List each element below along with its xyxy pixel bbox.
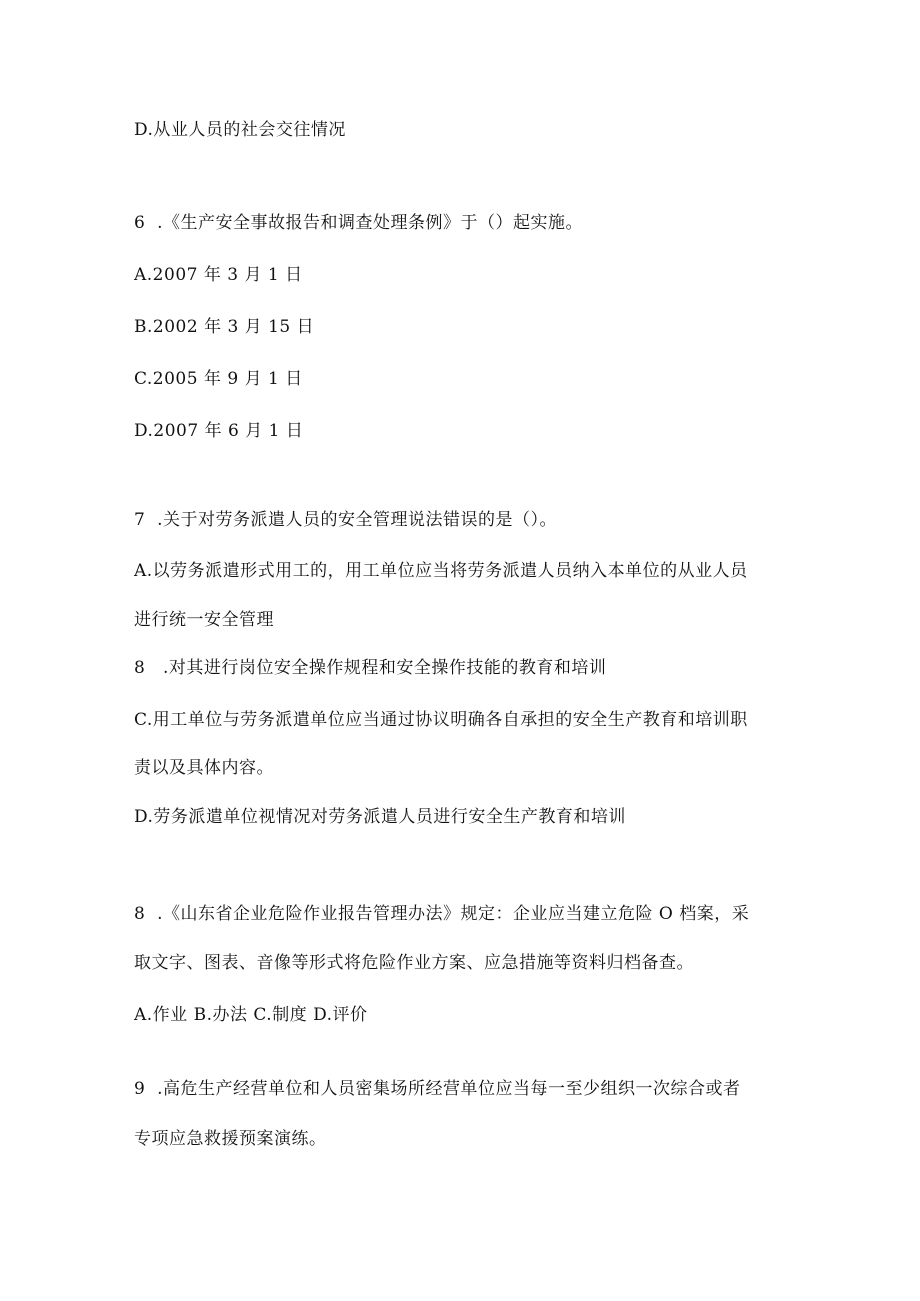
question-8-line2: 取文字、图表、音像等形式将危险作业方案、应急措施等资料归档备查。 bbox=[134, 953, 694, 973]
option-c-q6: C.2005 年 9 月 1 日 bbox=[134, 369, 303, 389]
question-8-line1: 8 .《山东省企业危险作业报告管理办法》规定：企业应当建立危险 O 档案，采 bbox=[134, 904, 750, 924]
option-a-q6: A.2007 年 3 月 1 日 bbox=[134, 265, 303, 285]
option-a-q7-line1: A.以劳务派遣形式用工的，用工单位应当将劳务派遣人员纳入本单位的从业人员 bbox=[134, 561, 748, 581]
option-d-q7: D.劳务派遣单位视情况对劳务派遣人员进行安全生产教育和培训 bbox=[134, 807, 626, 827]
option-c-q7-line2: 责以及具体内容。 bbox=[134, 758, 274, 778]
option-d-q6: D.2007 年 6 月 1 日 bbox=[134, 421, 304, 441]
question-9-line2: 专项应急救援预案演练。 bbox=[134, 1129, 327, 1149]
option-d-q5: D.从业人员的社会交往情况 bbox=[134, 120, 346, 140]
option-b-q6: B.2002 年 3 月 15 日 bbox=[134, 317, 315, 337]
question-9-line1: 9 .高危生产经营单位和人员密集场所经营单位应当每一至少组织一次综合或者 bbox=[134, 1079, 741, 1099]
option-a-q7-line2: 进行统一安全管理 bbox=[134, 610, 274, 630]
question-7: 7 .关于对劳务派遣人员的安全管理说法错误的是（）。 bbox=[134, 510, 558, 530]
option-b-q7: 8 .对其进行岗位安全操作规程和安全操作技能的教育和培训 bbox=[134, 658, 607, 678]
options-q8: A.作业 B.办法 C.制度 D.评价 bbox=[134, 1005, 368, 1025]
option-c-q7-line1: C.用工单位与劳务派遣单位应当通过协议明确各自承担的安全生产教育和培训职 bbox=[134, 710, 748, 730]
question-6: 6 .《生产安全事故报告和调查处理条例》于（）起实施。 bbox=[134, 213, 584, 233]
